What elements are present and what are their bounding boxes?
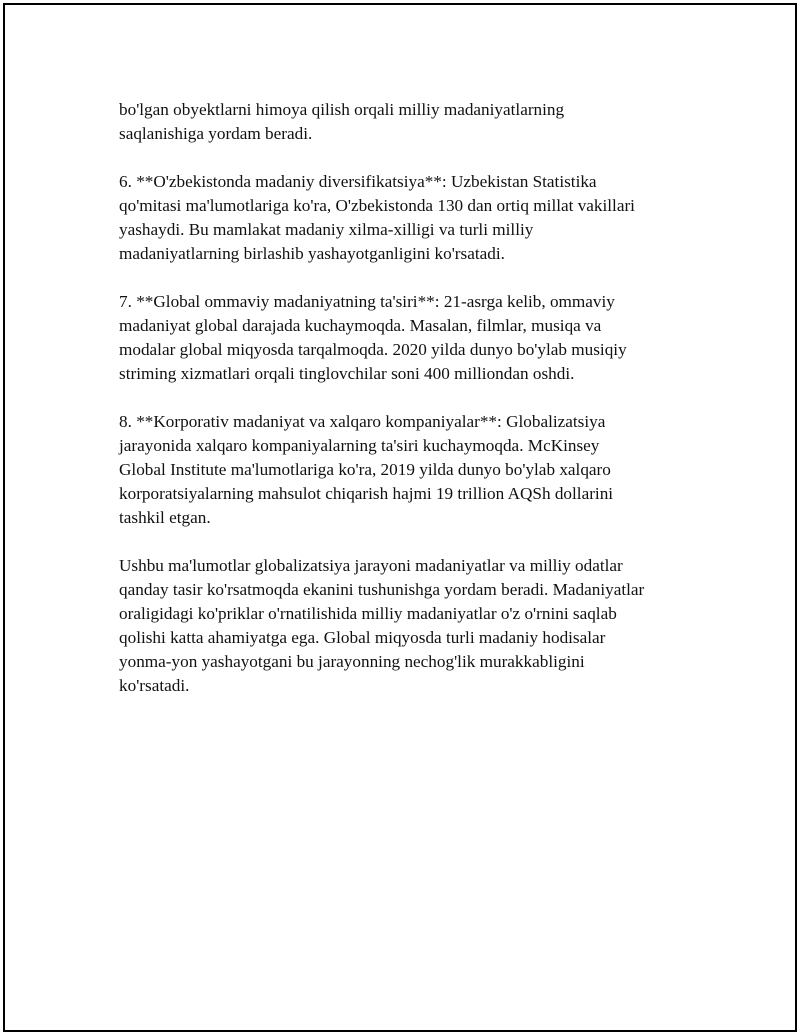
paragraph-conclusion	[119, 554, 719, 698]
text-line: 7. **Global ommaviy madaniyatning ta'siri**: 21-asrga kelib, ommaviy	[119, 292, 615, 311]
text-line: korporatsiyalarning mahsulot chiqarish hajmi 19 trillion AQSh dollarini	[119, 484, 614, 503]
text-line: madaniyat global darajada kuchaymoqda. Masalan, filmlar, musiqa va	[119, 316, 602, 335]
text-line: saqlanishiga yordam beradi.	[119, 124, 313, 143]
text-line: madaniyatlarning birlashib yashayotganligini ko'rsatadi.	[119, 244, 505, 263]
text-line: yonma-yon yashayotgani bu jarayonning nechog'lik murakkabligini	[119, 652, 585, 671]
text-line: bo'lgan obyektlarni himoya qilish orqali milliy madaniyatlarning	[119, 100, 565, 119]
text-line: ko'rsatadi.	[119, 676, 190, 695]
paragraph-item-8	[119, 410, 719, 530]
paragraph-item-6	[119, 170, 719, 266]
paragraph-continuation	[119, 98, 719, 146]
text-line: qolishi katta ahamiyatga ega. Global miqyosda turli madaniy hodisalar	[119, 628, 606, 647]
page-frame	[3, 3, 797, 1032]
text-line: oraligidagi ko'priklar o'rnatilishida milliy madaniyatlar o'z o'rnini saqlab	[119, 604, 617, 623]
text-line: modalar global miqyosda tarqalmoqda. 2020 yilda dunyo bo'ylab musiqiy	[119, 340, 627, 359]
text-line: Global Institute ma'lumotlariga ko'ra, 2019 yilda dunyo bo'ylab xalqaro	[119, 460, 611, 479]
text-line: striming xizmatlari orqali tinglovchilar soni 400 milliondan oshdi.	[119, 364, 575, 383]
paragraph-item-7	[119, 290, 719, 386]
text-line: tashkil etgan.	[119, 508, 211, 527]
text-line: qanday tasir ko'rsatmoqda ekanini tushunishga yordam beradi. Madaniyatlar	[119, 580, 645, 599]
text-line: yashaydi. Bu mamlakat madaniy xilma-xilligi va turli milliy	[119, 220, 534, 239]
text-line: 6. **O'zbekistonda madaniy diversifikatsiya**: Uzbekistan Statistika	[119, 172, 597, 191]
text-line: 8. **Korporativ madaniyat va xalqaro kompaniyalar**: Globalizatsiya	[119, 412, 606, 431]
text-line: jarayonida xalqaro kompaniyalarning ta'siri kuchaymoqda. McKinsey	[119, 436, 600, 455]
document-body	[119, 98, 719, 722]
text-line: Ushbu ma'lumotlar globalizatsiya jarayoni madaniyatlar va milliy odatlar	[119, 556, 623, 575]
text-line: qo'mitasi ma'lumotlariga ko'ra, O'zbekistonda 130 dan ortiq millat vakillari	[119, 196, 635, 215]
